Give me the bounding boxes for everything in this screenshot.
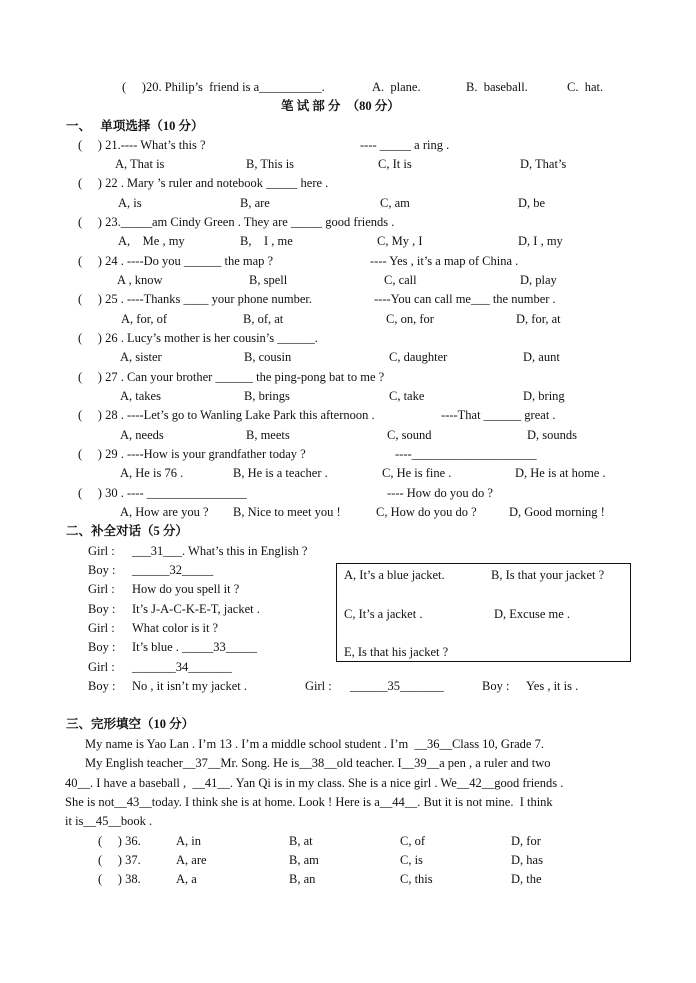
cloze-opt: C, of	[400, 834, 425, 848]
mc-stem: ( ) 29 . ----How is your grandfather today ?	[78, 447, 306, 461]
passage-line: My English teacher__37__Mr. Song. He is__38__old teacher. I__39__a pen , a ruler and two	[85, 756, 551, 770]
dialog-line: _______34_______	[132, 660, 232, 674]
cloze-opt: C, this	[400, 872, 433, 886]
mc-stem: ( ) 24 . ----Do you ______ the map ?	[78, 254, 274, 268]
dialog-speaker: Boy :	[88, 640, 116, 654]
cloze-opt: B, at	[289, 834, 313, 848]
mc-opt: D, I , my	[518, 234, 563, 248]
q20-stem: ( )20. Philip’s friend is a__________.	[122, 80, 325, 94]
dialog-speaker: Girl :	[305, 679, 332, 693]
mc-opt: C, take	[389, 389, 425, 403]
option-b: B, Is that your jacket ?	[491, 568, 605, 582]
dialog-line: ______32_____	[132, 563, 214, 577]
cloze-num: ( ) 37.	[98, 853, 141, 867]
dialog-line: No , it isn’t my jacket .	[132, 679, 248, 693]
dialog-line: ___31___. What’s this in English ?	[132, 544, 308, 558]
mc-stem: ( ) 23._____am Cindy Green . They are _____ good friends .	[78, 215, 395, 229]
cloze-opt: B, an	[289, 872, 316, 886]
option-d: D, Excuse me .	[494, 607, 571, 621]
mc-stem: ( ) 26 . Lucy’s mother is her cousin’s ______.	[78, 331, 318, 345]
dialog-speaker: Girl :	[88, 544, 115, 558]
option-c: C, It’s a jacket .	[344, 607, 423, 621]
mc-opt: A, He is 76 .	[120, 466, 184, 480]
cloze-num: ( ) 38.	[98, 872, 141, 886]
cloze-opt: A, in	[176, 834, 201, 848]
mc-opt: C, How do you do ?	[376, 505, 477, 519]
dialog-speaker: Boy :	[88, 563, 116, 577]
section-1-title: 一、 单项选择（10 分）	[66, 119, 204, 133]
mc-opt: B, He is a teacher .	[233, 466, 328, 480]
mc-opt: B, This is	[246, 157, 295, 171]
dialog-speaker: Boy :	[88, 602, 116, 616]
mc-stem: ( ) 27 . Can your brother ______ the ping-pong bat to me ?	[78, 370, 385, 384]
mc-tail: ---- How do you do ?	[387, 486, 493, 500]
mc-opt: D, He is at home .	[515, 466, 606, 480]
mc-stem: ( ) 22 . Mary ’s ruler and notebook _____ here .	[78, 176, 329, 190]
mc-opt: D, be	[518, 196, 546, 210]
q20-option-c: C. hat.	[567, 80, 604, 94]
dialog-line: How do you spell it ?	[132, 582, 240, 596]
mc-opt: B, meets	[246, 428, 290, 442]
mc-tail: ---- _____ a ring .	[360, 138, 450, 152]
mc-opt: D, aunt	[523, 350, 560, 364]
dialog-speaker: Boy :	[88, 679, 116, 693]
q20-option-b: B. baseball.	[466, 80, 528, 94]
mc-tail: ----That ______ great .	[441, 408, 556, 422]
mc-opt: A, takes	[120, 389, 161, 403]
dialog-speaker: Girl :	[88, 621, 115, 635]
mc-tail: ----____________________	[395, 447, 537, 461]
mc-opt: B, Nice to meet you !	[233, 505, 341, 519]
mc-tail: ---- Yes , it’s a map of China .	[370, 254, 519, 268]
mc-opt: C, daughter	[389, 350, 448, 364]
mc-opt: B, of, at	[243, 312, 284, 326]
mc-opt: A, needs	[120, 428, 164, 442]
cloze-opt: B, am	[289, 853, 319, 867]
written-section-title: 笔 试 部 分 （80 分）	[281, 99, 400, 113]
mc-opt: A, sister	[120, 350, 162, 364]
passage-line: it is__45__book .	[65, 814, 153, 828]
dialog-speaker: Girl :	[88, 582, 115, 596]
mc-tail: ----You can call me___ the number .	[374, 292, 556, 306]
mc-opt: B, are	[240, 196, 270, 210]
option-a: A, It’s a blue jacket.	[344, 568, 445, 582]
mc-opt: A, Me , my	[118, 234, 185, 248]
dialog-line: ______35_______	[350, 679, 444, 693]
mc-stem: ( ) 30 . ---- ________________	[78, 486, 247, 500]
mc-opt: D, sounds	[527, 428, 578, 442]
passage-line: She is not__43__today. I think she is at home. Look ! Here is a__44__. But it is not mine. I think	[65, 795, 553, 809]
mc-opt: D, bring	[523, 389, 565, 403]
mc-opt: A , know	[117, 273, 163, 287]
mc-stem: ( ) 21.---- What’s this ?	[78, 138, 206, 152]
dialog-speaker: Girl :	[88, 660, 115, 674]
option-e: E, Is that his jacket ?	[344, 645, 449, 659]
passage-line: 40__. I have a baseball , __41__. Yan Qi is in my class. She is a nice girl . We__42__good friends .	[65, 776, 564, 790]
cloze-opt: D, the	[511, 872, 542, 886]
mc-opt: D, for, at	[516, 312, 561, 326]
section-2-title: 二、补全对话（5 分）	[66, 524, 188, 538]
mc-opt: B, cousin	[244, 350, 292, 364]
passage-line: My name is Yao Lan . I’m 13 . I’m a middle school student . I’m __36__Class 10, Grade 7.	[85, 737, 544, 751]
mc-opt: C, on, for	[386, 312, 434, 326]
cloze-opt: A, a	[176, 872, 197, 886]
mc-opt: B, brings	[244, 389, 290, 403]
dialog-speaker: Boy :	[482, 679, 510, 693]
mc-opt: A, for, of	[121, 312, 168, 326]
mc-opt: A, That is	[115, 157, 165, 171]
mc-stem: ( ) 25 . ----Thanks ____ your phone number.	[78, 292, 312, 306]
mc-opt: C, am	[380, 196, 410, 210]
mc-opt: D, Good morning !	[509, 505, 605, 519]
mc-opt: A, How are you ?	[120, 505, 209, 519]
mc-opt: C, sound	[387, 428, 432, 442]
dialog-line: Yes , it is .	[526, 679, 579, 693]
mc-opt: A, is	[118, 196, 142, 210]
mc-opt: C, He is fine .	[382, 466, 452, 480]
mc-stem: ( ) 28 . ----Let’s go to Wanling Lake Park this afternoon .	[78, 408, 375, 422]
mc-opt: B, spell	[249, 273, 288, 287]
mc-opt: D, play	[520, 273, 557, 287]
q20-option-a: A. plane.	[372, 80, 421, 94]
dialog-line: What color is it ?	[132, 621, 219, 635]
section-3-title: 三、完形填空（10 分）	[66, 717, 195, 731]
cloze-opt: D, for	[511, 834, 541, 848]
cloze-opt: D, has	[511, 853, 543, 867]
mc-opt: D, That’s	[520, 157, 567, 171]
mc-opt: C, call	[384, 273, 417, 287]
mc-opt: B, I , me	[240, 234, 293, 248]
mc-opt: C, It is	[378, 157, 412, 171]
cloze-opt: C, is	[400, 853, 423, 867]
dialog-line: It’s J-A-C-K-E-T, jacket .	[132, 602, 260, 616]
cloze-num: ( ) 36.	[98, 834, 141, 848]
dialog-line: It’s blue . _____33_____	[132, 640, 257, 654]
cloze-opt: A, are	[176, 853, 207, 867]
mc-opt: C, My , I	[377, 234, 423, 248]
